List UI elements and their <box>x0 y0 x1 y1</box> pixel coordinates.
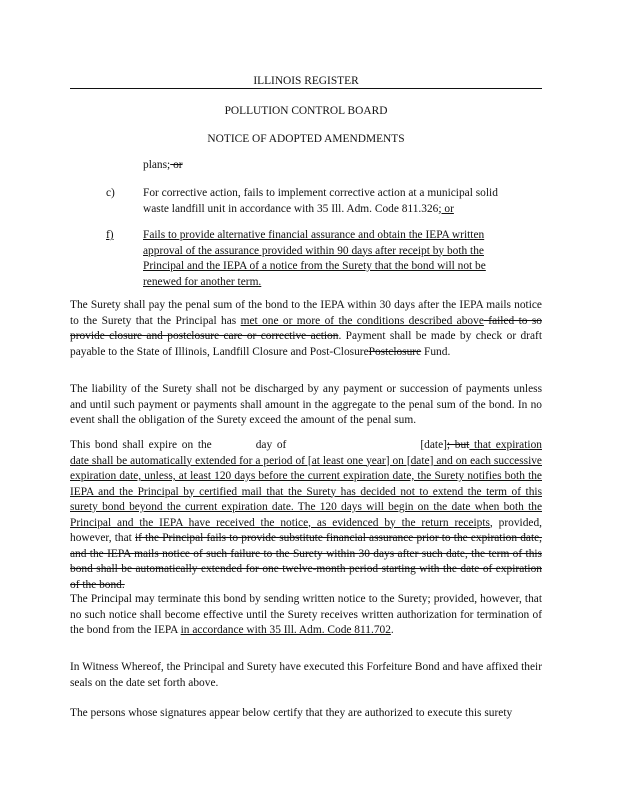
p3-text-d: , provided, however, that <box>70 516 542 544</box>
p4-text-a: The Principal may terminate this bond by sending written notice to the Surety; provided, however, that no such notice shall become effective until the Surety receives written authorization for termination of the bond from the IEPA <box>70 593 542 636</box>
paragraph-signatures: The persons whose signatures appear below certify that they are authorized to execute this surety <box>70 707 513 719</box>
item-c-inserted: ; or <box>438 202 454 215</box>
p1-text-c: Fund. <box>421 345 451 358</box>
p3-inserted: that expiration date shall be automatically extended for a period of [at least one year] on [date] and on each successive expiration date, unless, at least 120 days before the current expiration date, the Surety notifies both the IEPA and the Principal by certified mail that the Surety has decided not to extend the term of this surety bond beyond the current expiration date. The 120 days will begin on the date when both the Principal and the IEPA have received the notice, as evidenced by the return receipts <box>70 439 542 529</box>
p1-deleted-1: failed to so provide closure and postclosure care or corrective action <box>70 314 542 342</box>
item-c-label: c) <box>106 187 115 199</box>
p4-inserted: in accordance with 35 Ill. Adm. Code 811.702 <box>180 624 391 636</box>
paragraph-witness: In Witness Whereof, the Principal and Surety have executed this Forfeiture Bond and have affixed their seals on the date set forth above. <box>70 661 542 689</box>
item-continuation <box>143 158 517 174</box>
p1-text-a: The Surety shall pay the penal sum of the bond to the IEPA within 30 days after the IEPA mails notice to the Surety that the Principal has <box>70 299 542 327</box>
p1-deleted-2: Postclosure <box>368 345 422 358</box>
item-f-text <box>143 228 517 290</box>
p3-text-a: This bond shall expire on the <box>70 439 212 451</box>
continuation-deleted: or <box>170 159 183 171</box>
p3-deleted-1: ; but <box>446 439 470 451</box>
p3-date: [date] <box>420 439 447 451</box>
paragraph-penal-sum <box>70 298 542 360</box>
register-header: ILLINOIS REGISTER <box>253 75 359 87</box>
board-header: POLLUTION CONTROL BOARD <box>224 105 388 117</box>
item-f-inserted: Fails to provide alternative financial assurance and obtain the IEPA written approval of the assurance provided within 90 days after receipt by both the Principal and the IEPA of a notice from the Surety that the bond will not be renewed for another term. <box>143 229 486 288</box>
notice-header: NOTICE OF ADOPTED AMENDMENTS <box>207 133 405 145</box>
p3-deleted-2: if the Principal fails to provide substitute financial assurance prior to the expiration date, and the IEPA mails notice of such failure to the Surety within 30 days after such date, the term of this bond shall be automatically extended for one twelve-month period starting with the date of expiration of the bond. <box>70 532 543 591</box>
paragraph-expiration <box>70 438 542 593</box>
p1-text-b: . Payment shall be made by check or draft payable to the State of Illinois, Landfill Closure and Post-Closure <box>70 330 542 358</box>
continuation-text: plans; <box>143 159 171 171</box>
p4-text-b: . <box>390 624 394 636</box>
p1-inserted: met one or more of the conditions described above <box>240 314 484 327</box>
item-c-body: For corrective action, fails to implement corrective action at a municipal solid waste landfill unit in accordance with 35 Ill. Adm. Code 811.326 <box>143 187 498 215</box>
paragraph-termination <box>70 592 542 639</box>
item-c-text <box>143 186 517 217</box>
paragraph-liability: The liability of the Surety shall not be discharged by any payment or succession of payments unless and until such payment or payments shall amount in the aggregate to the penal sum of the bond. In no event shall the obligation of the Surety exceed the amount of the penal sum. <box>70 383 542 426</box>
header-rule <box>70 88 542 89</box>
item-f-label: f) <box>106 229 114 241</box>
p3-text-b: day of <box>255 439 287 451</box>
